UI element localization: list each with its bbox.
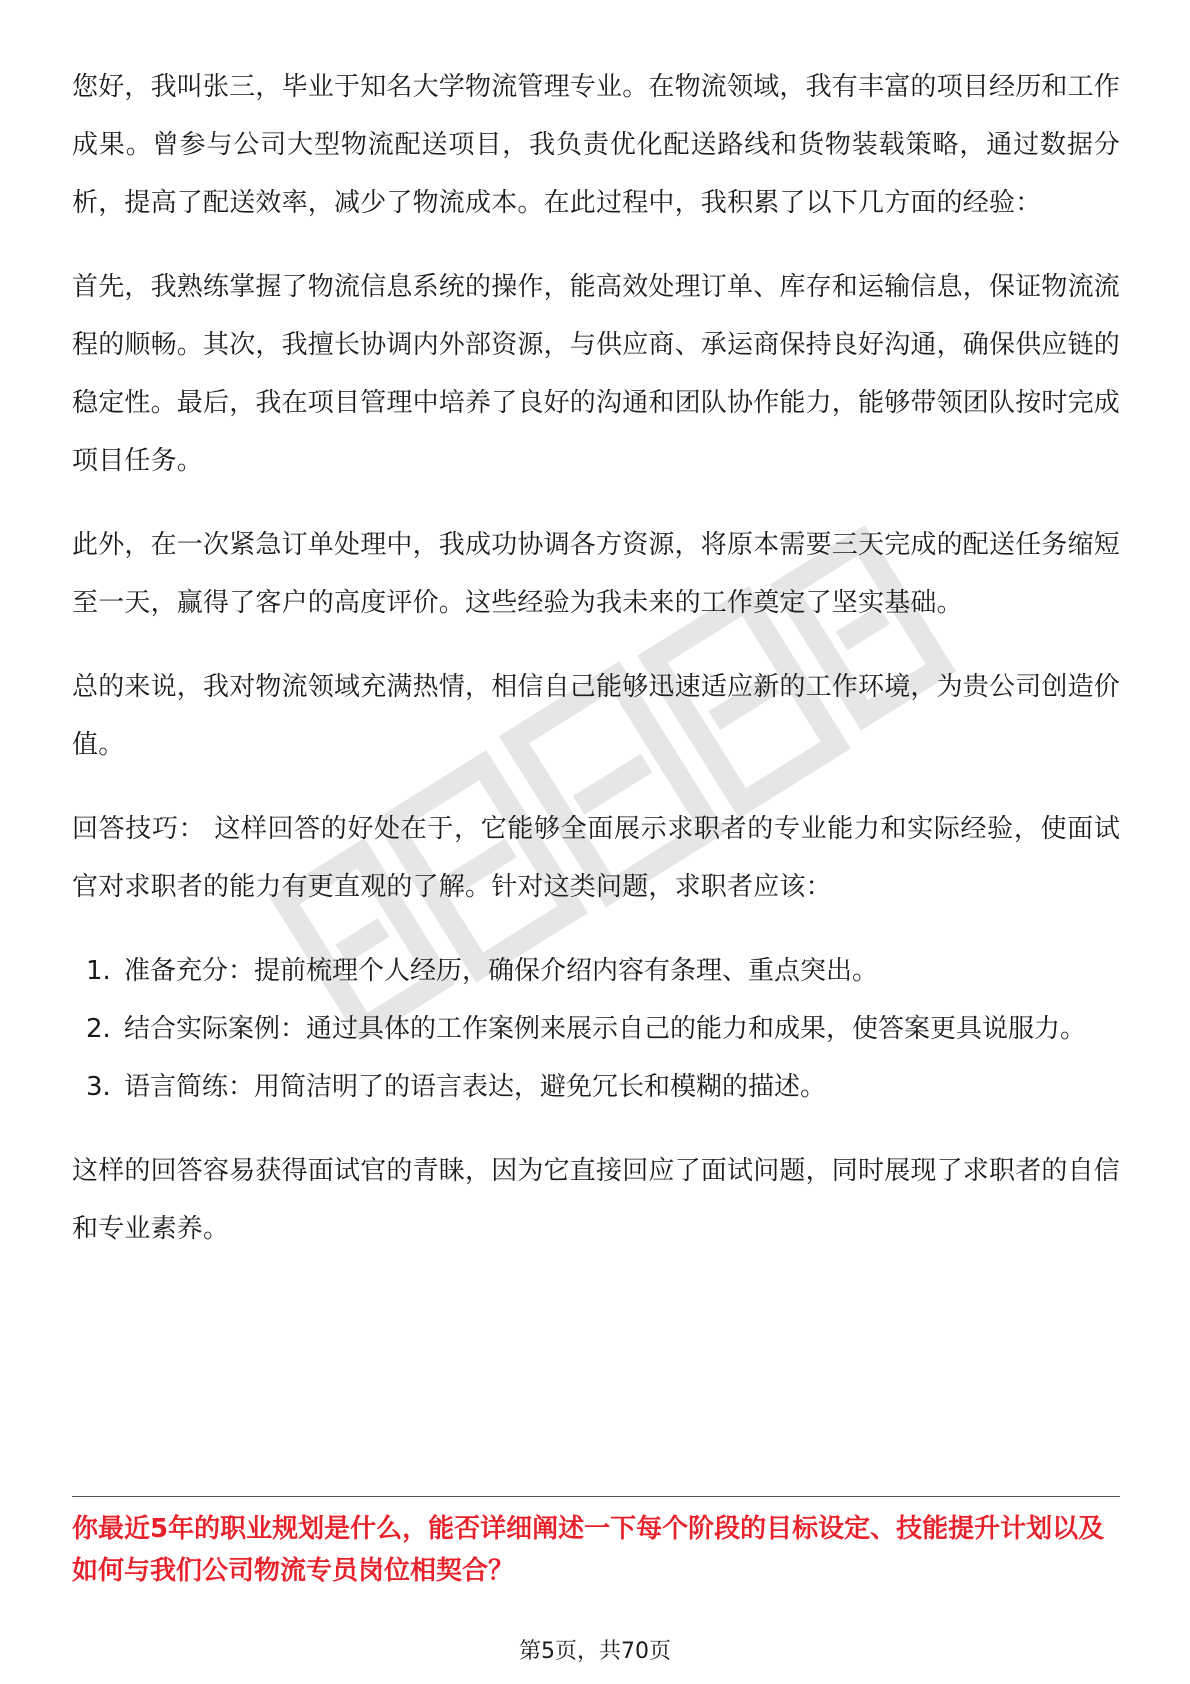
- list-item: [72, 1058, 1120, 1116]
- list-text: 结合实际案例：通过具体的工作案例来展示自己的能力和成果，使答案更具说服力。: [124, 1014, 1087, 1044]
- closing-paragraph: 这样的回答容易获得面试官的青睐，因为它直接回应了面试问题，同时展现了求职者的自信和专业素养。: [72, 1156, 1121, 1244]
- summary-paragraph: 总的来说，我对物流领域充满热情，相信自己能够迅速适应新的工作环境，为贵公司创造价值。: [72, 672, 1121, 760]
- section-divider: [72, 1496, 1120, 1497]
- skills-paragraph: 首先，我熟练掌握了物流信息系统的操作，能高效处理订单、库存和运输信息，保证物流流程的顺畅。其次，我擅长协调内外部资源，与供应商、承运商保持良好沟通，确保供应链的稳定性。最后，我在项目管理中培养了良好的沟通和团队协作能力，能够带领团队按时完成项目任务。: [72, 272, 1121, 476]
- tips-list: [72, 942, 1120, 1116]
- tips-intro-paragraph: 回答技巧： 这样回答的好处在于，它能够全面展示求职者的专业能力和实际经验，使面试官对求职者的能力有更直观的了解。针对这类问题，求职者应该：: [72, 814, 1121, 902]
- list-number: 1.: [86, 956, 111, 986]
- achievement-paragraph: 此外，在一次紧急订单处理中，我成功协调各方资源，将原本需要三天完成的配送任务缩短至一天，赢得了客户的高度评价。这些经验为我未来的工作奠定了坚实基础。: [72, 530, 1121, 618]
- list-text: 语言简练：用简洁明了的语言表达，避免冗长和模糊的描述。: [124, 1072, 827, 1102]
- list-item: [72, 1000, 1120, 1058]
- list-item: [72, 942, 1120, 1000]
- main-content: [72, 58, 1120, 1284]
- page-number: 第5页，共70页: [519, 1639, 671, 1664]
- intro-paragraph: 您好，我叫张三，毕业于知名大学物流管理专业。在物流领域，我有丰富的项目经历和工作成果。曾参与公司大型物流配送项目，我负责优化配送路线和货物装载策略，通过数据分析，提高了配送效率，减少了物流成本。在此过程中，我积累了以下几方面的经验：: [72, 72, 1121, 218]
- list-number: 2.: [86, 1014, 111, 1044]
- list-number: 3.: [86, 1072, 111, 1102]
- next-question-heading: 你最近5年的职业规划是什么，能否详细阐述一下每个阶段的目标设定、技能提升计划以及如何与我们公司物流专员岗位相契合？: [72, 1514, 1105, 1586]
- list-text: 准备充分：提前梳理个人经历，确保介绍内容有条理、重点突出。: [124, 956, 879, 986]
